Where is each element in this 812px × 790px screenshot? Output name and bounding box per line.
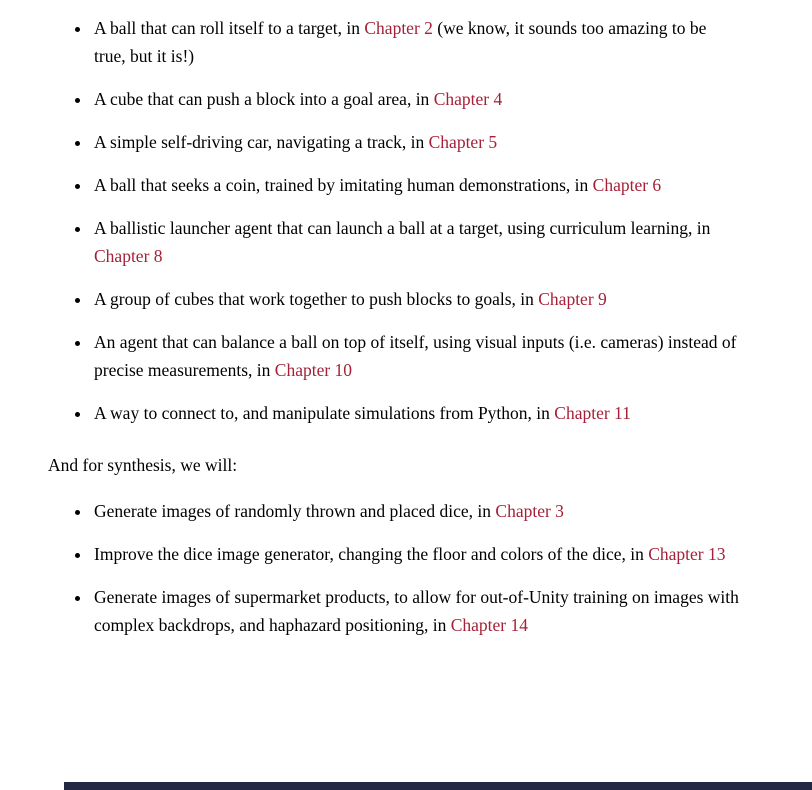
chapter-link[interactable]: Chapter 13: [648, 544, 726, 564]
chapter-link[interactable]: Chapter 11: [554, 403, 631, 423]
item-text: A simple self-driving car, navigating a track, in: [94, 132, 429, 152]
item-text: An agent that can balance a ball on top of itself, using visual inputs (i.e. cameras) instead of precise measurements, in: [94, 332, 737, 380]
synthesis-list: [48, 497, 742, 639]
chapter-link[interactable]: Chapter 8: [94, 246, 163, 266]
list-item: [92, 328, 742, 384]
chapter-link[interactable]: Chapter 6: [592, 175, 662, 195]
list-item: [92, 214, 742, 270]
chapter-link[interactable]: Chapter 10: [274, 360, 353, 380]
chapter-link[interactable]: Chapter 2: [364, 18, 433, 38]
chapter-link[interactable]: Chapter 14: [450, 615, 528, 635]
chapter-link[interactable]: Chapter 5: [428, 132, 498, 152]
list-item: [92, 497, 742, 525]
list-item: [92, 14, 742, 70]
item-text: A ball that can roll itself to a target, in: [94, 18, 365, 38]
item-text: Improve the dice image generator, changing the floor and colors of the dice, in: [94, 544, 649, 564]
synthesis-intro: And for synthesis, we will:: [48, 455, 238, 475]
bottom-bar: [64, 782, 812, 790]
item-text: A ballistic launcher agent that can launch a ball at a target, using curriculum learning, in: [94, 218, 711, 238]
agents-list: [48, 14, 742, 427]
list-item: [92, 128, 742, 156]
item-text: A cube that can push a block into a goal area, in: [94, 89, 434, 109]
item-text: A way to connect to, and manipulate simulations from Python, in: [94, 403, 555, 423]
list-item: [92, 85, 742, 113]
chapter-link[interactable]: Chapter 4: [433, 89, 503, 109]
list-item: [92, 583, 742, 639]
item-text: Generate images of supermarket products, to allow for out-of-Unity training on images with complex backdrops, and haphazard positioning, in: [94, 587, 739, 635]
item-text: Generate images of randomly thrown and placed dice, in: [94, 501, 496, 521]
list-item: [92, 540, 742, 568]
chapter-link[interactable]: Chapter 3: [495, 501, 564, 521]
list-item: [92, 171, 742, 199]
chapter-link[interactable]: Chapter 9: [538, 289, 607, 309]
item-text: A group of cubes that work together to push blocks to goals, in: [94, 289, 539, 309]
item-text-after: (we know, it sounds too amazing to be true, but it is!): [94, 18, 707, 66]
item-text: A ball that seeks a coin, trained by imitating human demonstrations, in: [94, 175, 593, 195]
list-item: [92, 285, 742, 313]
list-item: [92, 399, 742, 427]
